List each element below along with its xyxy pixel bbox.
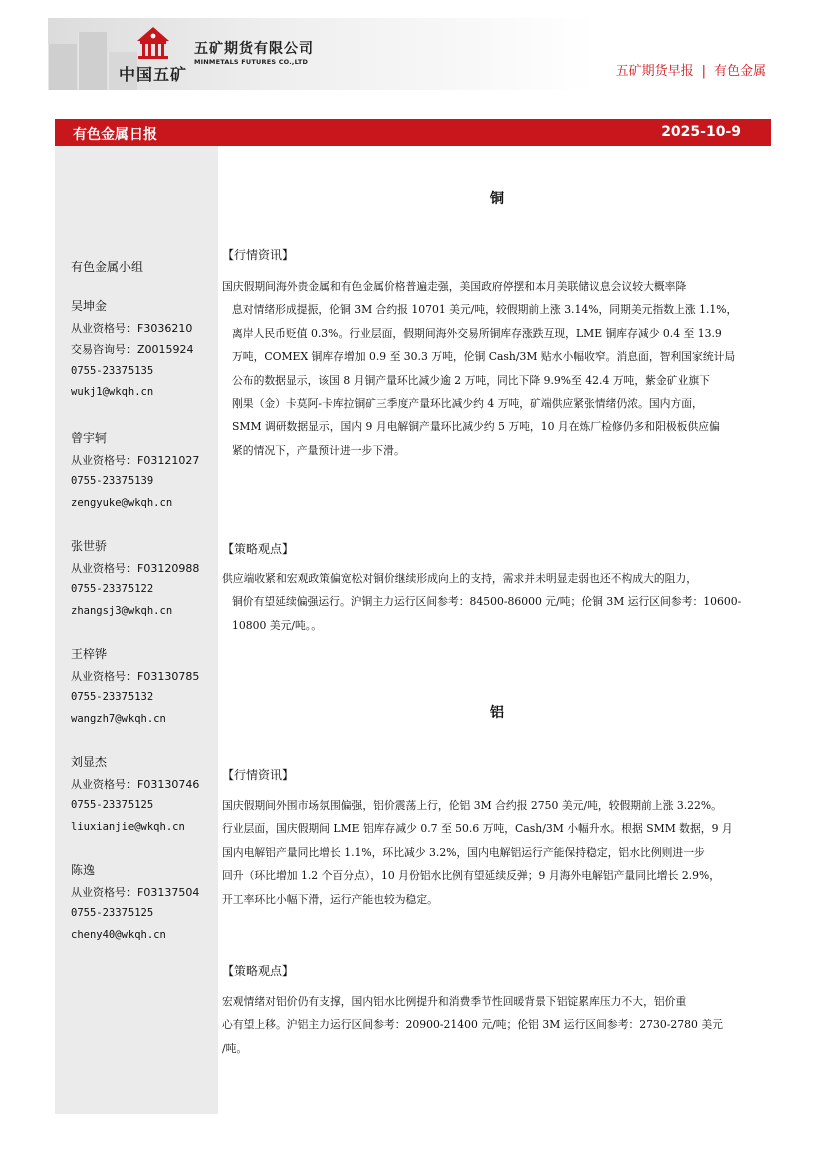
text-line: 公布的数据显示，该国 8 月铜产量环比减少逾 2 万吨，同比下降 9.9%至 42.4 万吨，紫金矿业旗下: [232, 373, 710, 387]
text-line: 回升（环比增加 1.2 个百分点），10 月份铝水比例有望延续反弹；9 月海外电解铝产量同比增长 2.9%，: [222, 869, 721, 883]
aluminum-strategy-paragraph: [222, 990, 770, 1060]
analyst-email[interactable]: wukj1@wkqh.cn: [71, 386, 154, 398]
text-line: 10800 美元/吨。。: [232, 618, 323, 632]
text-line: 开工率环比小幅下滑，运行产能也较为稳定。: [222, 892, 438, 906]
analyst-license: 从业资格号：F03130746: [71, 777, 200, 791]
analyst-consult-license: 交易咨询号：Z0015924: [71, 343, 194, 356]
analyst-license: 从业资格号：F03130785: [71, 669, 200, 683]
analyst-sidebar: [55, 146, 218, 1114]
analyst-name: 曾宇轲: [71, 431, 108, 445]
text-line: 宏观情绪对铝价仍有支撑，国内铝水比例提升和消费季节性回暖背景下铝锭累库压力不大，铝价重: [222, 995, 687, 1008]
text-line: 紧的情况下，产量预计进一步下滑。: [232, 443, 405, 457]
section-title-aluminum: 铝: [490, 705, 504, 721]
analyst-phone: 0755-23375135: [71, 364, 154, 377]
minmetals-logo-icon: [134, 24, 172, 60]
analyst-card: [71, 536, 199, 622]
analyst-phone: 0755-23375125: [71, 907, 154, 919]
text-line: 国内电解铝产量同比增长 1.1%，环比减少 3.2%，国内电解铝运行产能保持稳定，铝水比例则进一步: [222, 845, 705, 859]
analyst-email[interactable]: zhangsj3@wkqh.cn: [71, 604, 173, 617]
text-line: 国庆假期间海外贵金属和有色金属价格普遍走强，美国政府停摆和本月美联储议息会议较大概率降: [222, 280, 687, 293]
analyst-card: [71, 752, 199, 838]
company-name-en: MINMETALS FUTURES CO.,LTD: [194, 58, 309, 66]
text-line: 息对情绪形成提振，伦铜 3M 合约报 10701 美元/吨，较假期前上涨 3.14%，同期美元指数上涨 1.1%，: [232, 303, 738, 317]
analyst-card: [71, 428, 199, 514]
building-graphic: [78, 32, 107, 90]
analyst-name: 吴坤金: [71, 299, 108, 313]
analyst-card: [71, 296, 194, 404]
analyst-license: 从业资格号：F03120988: [71, 561, 200, 575]
analyst-email[interactable]: zengyuke@wkqh.cn: [71, 496, 173, 509]
text-line: 国庆假期间外围市场氛围偏强，铝价震荡上行，伦铝 3M 合约报 2750 美元/吨，较假期前上涨 3.22%。: [222, 799, 722, 812]
page-header: [48, 18, 778, 90]
text-line: 离岸人民币贬值 0.3%。行业层面，假期间海外交易所铜库存涨跌互现，LME 铜库存减少 0.4 至 13.9: [232, 326, 722, 340]
strategy-tag: 【策略观点】: [222, 964, 295, 978]
text-line: SMM 调研数据显示，国内 9 月电解铜产量环比减少约 5 万吨，10 月在炼厂检修仍多和阳极板供应偏: [232, 420, 720, 434]
news-tag: 【行情资讯】: [222, 768, 295, 782]
team-name: 有色金属小组: [71, 260, 144, 274]
logo-text: 中国五矿: [119, 65, 188, 84]
text-line: 铜价有望延续偏强运行。沪铜主力运行区间参考：84500-86000 元/吨；伦铜 3M 运行区间参考：10600-: [232, 595, 742, 609]
text-line: /吨。: [222, 1041, 248, 1055]
analyst-license: 从业资格号：F03121027: [71, 453, 200, 467]
report-label: [616, 60, 766, 79]
analyst-name: 张世骄: [71, 539, 108, 553]
analyst-card: [71, 860, 199, 946]
analyst-name: 刘显杰: [71, 755, 108, 769]
copper-strategy-paragraph: [222, 567, 770, 637]
analyst-phone: 0755-23375122: [71, 583, 154, 595]
analyst-phone: 0755-23375139: [71, 475, 154, 487]
analyst-email[interactable]: cheny40@wkqh.cn: [71, 928, 166, 941]
text-line: 刚果（金）卡莫阿-卡库拉铜矿三季度产量环比减少约 4 万吨，矿端供应紧张情绪仍浓。国内方面，: [232, 397, 703, 411]
analyst-name: 王梓铧: [71, 647, 108, 661]
text-line: 万吨，COMEX 铜库存增加 0.9 至 30.3 万吨，伦铜 Cash/3M 贴水小幅收窄。消息面，智利国家统计局: [232, 350, 736, 364]
analyst-email[interactable]: wangzh7@wkqh.cn: [71, 712, 166, 725]
copper-news-paragraph: [222, 275, 770, 462]
header-separator: |: [701, 64, 706, 79]
analyst-phone: 0755-23375132: [71, 691, 154, 703]
title-banner: [55, 119, 771, 146]
building-graphic: [48, 44, 77, 90]
section-title-copper: 铜: [490, 191, 504, 207]
analyst-phone: 0755-23375125: [71, 799, 154, 811]
report-title: 有色金属日报: [73, 127, 157, 143]
analyst-email[interactable]: liuxianjie@wkqh.cn: [71, 820, 185, 833]
analyst-card: [71, 644, 199, 730]
company-name-cn: 五矿期货有限公司: [194, 41, 314, 57]
report-category: 有色金属: [713, 64, 766, 79]
analyst-name: 陈逸: [71, 863, 96, 877]
text-line: 心有望上移。沪铝主力运行区间参考：20900-21400 元/吨；伦铝 3M 运行区间参考：2730-2780 美元: [222, 1018, 723, 1032]
text-line: 行业层面，国庆假期间 LME 铝库存减少 0.7 至 50.6 万吨，Cash/3M 小幅升水。根据 SMM 数据，9 月: [222, 822, 733, 836]
text-line: 供应端收紧和宏观政策偏宽松对铜价继续形成向上的支持，需求并未明显走弱也还不构成大的阻力，: [222, 572, 698, 585]
strategy-tag: 【策略观点】: [222, 542, 295, 556]
aluminum-news-paragraph: [222, 794, 770, 911]
report-type: 五矿期货早报: [615, 64, 694, 79]
report-date: 2025-10-9: [661, 124, 741, 140]
news-tag: 【行情资讯】: [222, 248, 295, 262]
analyst-license: 从业资格号：F3036210: [71, 321, 193, 335]
analyst-license: 从业资格号：F03137504: [71, 885, 200, 899]
